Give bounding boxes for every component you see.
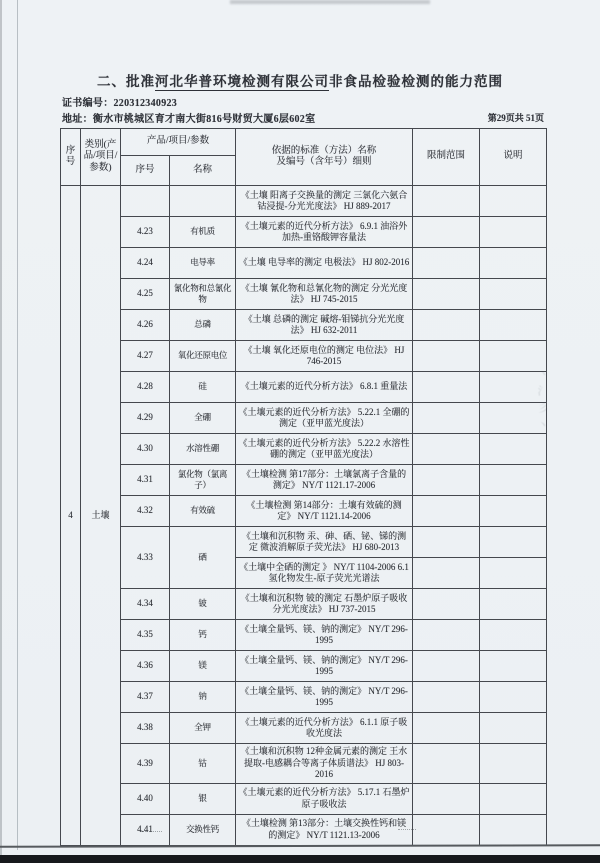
item-seq-cell: 4.37 [121, 682, 170, 713]
standard-cell: 《土壤元素的近代分析方法》 6.8.1 重量法 [236, 372, 413, 403]
item-seq-cell: 4.40 [121, 783, 170, 814]
item-seq-cell: 4.33 [121, 527, 170, 589]
table-row [61, 310, 547, 341]
header-category: 类别(产品/项目/参数) [81, 129, 121, 186]
table-row [61, 341, 547, 372]
limit-cell [413, 589, 480, 620]
limit-cell [413, 403, 480, 434]
header-limit: 限制范围 [413, 129, 480, 186]
item-name-cell: 交换性钙 [170, 814, 236, 845]
limit-cell [413, 496, 480, 527]
standard-cell: 《土壤全量钙、镁、钠的测定》 NY/T 296-1995 [236, 620, 413, 651]
item-seq-cell: 4.28 [121, 372, 170, 403]
margin-smudge: 丶氵彡丶 [536, 368, 548, 436]
limit-cell [413, 372, 480, 403]
address-line [62, 110, 315, 125]
item-name-cell: 电导率 [170, 248, 236, 279]
item-seq-cell [121, 186, 170, 217]
table-row [61, 186, 547, 217]
limit-cell [413, 783, 480, 814]
item-seq-cell: 4.34 [121, 589, 170, 620]
header-note: 说明 [480, 129, 547, 186]
table-row [61, 682, 547, 713]
note-cell [480, 341, 547, 372]
note-cell [480, 682, 547, 713]
table-row [61, 434, 547, 465]
table-row [61, 372, 547, 403]
note-cell [480, 279, 547, 310]
item-name-cell: 氧化还原电位 [170, 341, 236, 372]
limit-cell [413, 620, 480, 651]
item-name-cell: 镁 [170, 651, 236, 682]
note-cell [480, 248, 547, 279]
standard-cell: 《土壤和沉积物 铍的测定 石墨炉原子吸收分光光度法》 HJ 737-2015 [236, 589, 413, 620]
table-row [61, 496, 547, 527]
note-cell [480, 558, 547, 589]
table-row [61, 248, 547, 279]
header-item-name: 名称 [170, 156, 236, 186]
item-seq-cell: 4.27 [121, 341, 170, 372]
item-seq-cell: 4.26 [121, 310, 170, 341]
note-cell [480, 814, 547, 845]
table-row [61, 589, 547, 620]
item-seq-cell: 4.35 [121, 620, 170, 651]
item-name-cell: 银 [170, 783, 236, 814]
item-seq-cell: 4.30 [121, 434, 170, 465]
item-name-cell: 硅 [170, 372, 236, 403]
note-cell [480, 186, 547, 217]
item-seq-cell: 4.31 [121, 465, 170, 496]
table-row [61, 465, 547, 496]
paper-fold-line [17, 0, 18, 850]
item-name-cell [170, 186, 236, 217]
item-seq-cell: 4.23 [121, 217, 170, 248]
limit-cell [413, 248, 480, 279]
note-cell [480, 310, 547, 341]
note-cell [480, 620, 547, 651]
item-seq-cell: 4.24 [121, 248, 170, 279]
item-name-cell: 铍 [170, 589, 236, 620]
standard-cell: 《土壤 氧化还原电位的测定 电位法》 HJ 746-2015 [236, 341, 413, 372]
scan-smudge [140, 831, 162, 835]
item-name-cell: 有效硫 [170, 496, 236, 527]
capability-table [60, 128, 547, 846]
table-row [61, 783, 547, 814]
standard-cell: 《土壤中全硒的测定 》 NY/T 1104-2006 6.1 氢化物发生-原子荧光光谱法 [236, 558, 413, 589]
standard-cell: 《土壤和沉积物 12种金属元素的测定 王水提取-电感耦合等离子体质谱法》 HJ 803-2016 [236, 744, 413, 784]
standard-cell: 《土壤和沉积物 汞、砷、硒、铋、锑的测定 微波消解原子荧光法》 HJ 680-2013 [236, 527, 413, 558]
note-cell [480, 744, 547, 784]
item-name-cell: 全钾 [170, 713, 236, 744]
limit-cell [413, 217, 480, 248]
limit-cell [413, 814, 480, 845]
limit-cell [413, 558, 480, 589]
note-cell [480, 527, 547, 558]
limit-cell [413, 186, 480, 217]
item-seq-cell: 4.36 [121, 651, 170, 682]
category-name-cell: 土壤 [81, 186, 121, 846]
limit-cell [413, 527, 480, 558]
note-cell [480, 713, 547, 744]
standard-cell: 《土壤元素的近代分析方法》 6.9.1 油浴外加热-重铬酸钾容量法 [236, 217, 413, 248]
standard-cell: 《土壤 阳离子交换量的测定 三氯化六氨合钴浸提-分光光度法》 HJ 889-2017 [236, 186, 413, 217]
scan-edge [0, 0, 2, 863]
standard-cell: 《土壤检测 第14部分：土壤有效硫的测定》 NY/T 1121.14-2006 [236, 496, 413, 527]
limit-cell [413, 434, 480, 465]
limit-cell [413, 651, 480, 682]
table-row [61, 814, 547, 845]
standard-cell: 《土壤元素的近代分析方法》 6.1.1 原子吸收光度法 [236, 713, 413, 744]
note-cell [480, 783, 547, 814]
limit-cell [413, 310, 480, 341]
title-suffix: 非食品检验检测的能力范围 [329, 74, 503, 89]
item-name-cell: 有机质 [170, 217, 236, 248]
standard-cell: 《土壤 总磷的测定 碱熔-钼锑抗分光光度法》 HJ 632-2011 [236, 310, 413, 341]
item-seq-cell: 4.39 [121, 744, 170, 784]
scanner-dark-bar [0, 855, 600, 863]
item-name-cell: 钴 [170, 744, 236, 784]
header-standard-line2: 及编号（含年号）细则 [276, 157, 372, 167]
header-item-seq: 序号 [121, 156, 170, 186]
item-name-cell: 氰化物和总氰化物 [170, 279, 236, 310]
title-prefix: 二、批准 [97, 74, 155, 89]
note-cell [480, 496, 547, 527]
scan-smudge [398, 829, 416, 833]
standard-cell: 《土壤 电导率的测定 电极法》 HJ 802-2016 [236, 248, 413, 279]
item-name-cell: 氯化物（氯离子） [170, 465, 236, 496]
category-seq-cell: 4 [61, 186, 81, 846]
item-name-cell: 全硼 [170, 403, 236, 434]
item-seq-cell: 4.32 [121, 496, 170, 527]
standard-cell: 《土壤 氰化物和总氰化物的测定 分光光度法》 HJ 745-2015 [236, 279, 413, 310]
standard-cell: 《土壤元素的近代分析方法》 5.22.1 全硼的测定（亚甲蓝光度法） [236, 403, 413, 434]
item-seq-cell: 4.29 [121, 403, 170, 434]
standard-cell: 《土壤元素的近代分析方法》 5.22.2 水溶性硼的测定（亚甲蓝光度法） [236, 434, 413, 465]
table-row [61, 713, 547, 744]
table-row [61, 527, 547, 558]
limit-cell [413, 465, 480, 496]
scan-top-artifact [230, 0, 430, 4]
address-label: 地址： [62, 114, 93, 125]
header-standard [236, 129, 413, 186]
table-row [61, 403, 547, 434]
paper-bottom-edge [0, 844, 600, 848]
standard-cell: 《土壤检测 第13部分：土壤交换性钙和镁的测定》 NY/T 1121.13-2006 [236, 814, 413, 845]
address-value: 衡水市桃城区育才南大街816号财贸大厦6层602室 [92, 114, 316, 125]
item-seq-cell: 4.25 [121, 279, 170, 310]
certificate-number-line [62, 94, 177, 109]
item-name-cell: 钙 [170, 620, 236, 651]
limit-cell [413, 279, 480, 310]
item-seq-cell: 4.41 [121, 814, 170, 845]
certificate-label: 证书编号： [62, 98, 114, 109]
note-cell [480, 217, 547, 248]
item-name-cell: 总磷 [170, 310, 236, 341]
item-seq-cell: 4.38 [121, 713, 170, 744]
certificate-number: 220312340923 [113, 98, 178, 109]
header-seq: 序号 [61, 129, 81, 186]
item-name-cell: 水溶性硼 [170, 434, 236, 465]
note-cell [480, 589, 547, 620]
table-row [61, 620, 547, 651]
limit-cell [413, 744, 480, 784]
table-row [61, 279, 547, 310]
standard-cell: 《土壤全量钙、镁、钠的测定》 NY/T 296-1995 [236, 682, 413, 713]
item-name-cell: 硒 [170, 527, 236, 589]
standard-cell: 《土壤全量钙、镁、钠的测定》 NY/T 296-1995 [236, 651, 413, 682]
table-row [61, 217, 547, 248]
limit-cell [413, 341, 480, 372]
page-title [0, 70, 600, 90]
standard-cell: 《土壤元素的近代分析方法》 5.17.1 石墨炉原子吸收法 [236, 783, 413, 814]
standard-cell: 《土壤检测 第17部分：土壤氯离子含量的测定》 NY/T 1121.17-2006 [236, 465, 413, 496]
header-standard-line1: 依据的标准（方法）名称 [271, 145, 377, 156]
item-name-cell: 钠 [170, 682, 236, 713]
table-row [61, 744, 547, 784]
title-company-underlined: 河北华普环境检测有限公司 [155, 74, 329, 89]
table-row [61, 651, 547, 682]
page-number-indicator: 第29页共 51页 [487, 113, 544, 123]
limit-cell [413, 682, 480, 713]
header-product-group: 产品/项目/参数 [121, 129, 236, 156]
note-cell [480, 651, 547, 682]
limit-cell [413, 713, 480, 744]
